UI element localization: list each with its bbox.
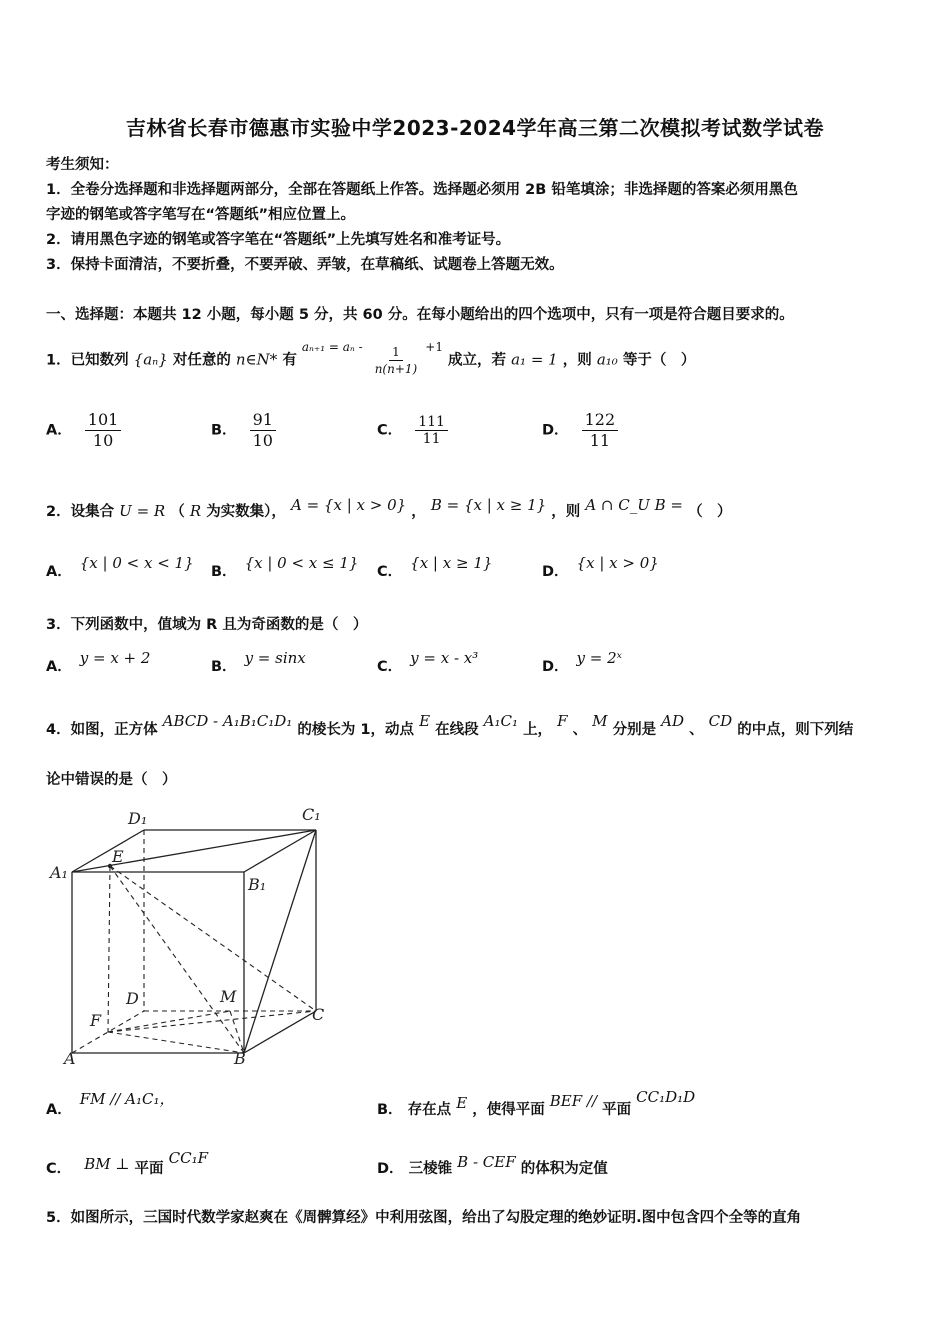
frac-num: 91 xyxy=(250,410,276,431)
option-label: A． xyxy=(46,1102,72,1118)
option-math: BEF // xyxy=(549,1092,598,1110)
question-5: 5．如图所示，三国时代数学家赵爽在《周髀算经》中利用弦图，给出了勾股定理的绝妙证明.图中包含四个全等的直角 xyxy=(46,1210,802,1226)
q4-text: 上， xyxy=(523,722,553,738)
q1-text: 对任意的 xyxy=(172,352,231,369)
q3-option-d[interactable] xyxy=(542,649,622,676)
q2-text: ，则 xyxy=(551,504,581,520)
q4-point-m: M xyxy=(592,712,608,730)
option-label: A． xyxy=(46,659,72,675)
option-text: FM // A₁C₁， xyxy=(79,1090,175,1108)
option-text: 平面 xyxy=(134,1161,164,1177)
q4-edge-ad: AD xyxy=(661,712,685,730)
label-a1: A₁ xyxy=(50,863,68,882)
option-text: ，使得平面 xyxy=(472,1102,545,1118)
q1-option-b[interactable] xyxy=(211,410,276,451)
frac-den: 10 xyxy=(252,431,273,450)
page-title: 吉林省长春市德惠市实验中学2023-2024学年高三第二次模拟考试数学试卷 xyxy=(125,116,825,140)
question-4 xyxy=(46,712,854,739)
label-b1: B₁ xyxy=(248,875,267,894)
label-a: A xyxy=(64,1049,76,1068)
frac-den: 10 xyxy=(92,431,114,450)
q4-text: 在线段 xyxy=(435,722,479,738)
option-label: D． xyxy=(542,564,569,580)
option-text: 平面 xyxy=(602,1102,632,1118)
option-text: 存在点 xyxy=(407,1102,452,1118)
option-text: y = x + 2 xyxy=(79,649,151,667)
q2-set-a: A = {x | x > 0} xyxy=(291,496,407,514)
q4-edge-cd: CD xyxy=(708,712,733,730)
option-text: y = sinx xyxy=(244,649,306,667)
q1-recurrence-fraction xyxy=(372,344,421,377)
option-math: B - CEF xyxy=(457,1153,516,1171)
option-label: B． xyxy=(211,659,237,675)
q4-option-a[interactable] xyxy=(46,1090,175,1119)
q1-recurrence-right: +1 xyxy=(425,339,443,354)
q1-text: 等于（ ） xyxy=(622,352,696,369)
option-label: B． xyxy=(211,564,237,580)
option-label: A． xyxy=(46,422,72,439)
q4-text: 的中点，则下列结 xyxy=(737,722,854,738)
q3-option-c[interactable] xyxy=(377,649,479,676)
option-math: CC₁F xyxy=(168,1149,208,1167)
q1-cond: n∈N* xyxy=(235,350,278,369)
option-text: 三棱锥 xyxy=(408,1161,453,1177)
option-math: E xyxy=(456,1094,468,1112)
option-fraction xyxy=(415,414,448,447)
q4-text: 4．如图，正方体 xyxy=(46,722,158,738)
label-f: F xyxy=(90,1011,102,1030)
q3-option-b[interactable] xyxy=(211,649,306,676)
q4-point-e: E xyxy=(419,712,431,730)
section-heading: 一、选择题：本题共 12 小题，每小题 5 分，共 60 分。在每小题给出的四个选项中，只有一项是符合题目要求的。 xyxy=(46,307,794,323)
q1-text: 成立，若 xyxy=(448,352,507,369)
q1-text: 1．已知数列 xyxy=(46,352,129,369)
q1-option-c[interactable] xyxy=(377,414,448,447)
frac-den: 11 xyxy=(422,431,441,447)
q2-text: 2．设集合 xyxy=(46,504,115,520)
label-c1: C₁ xyxy=(302,805,321,824)
option-fraction xyxy=(250,410,276,451)
q4-text: 分别是 xyxy=(612,722,657,738)
q2-universal-set: U = R xyxy=(119,502,166,520)
question-4-line-2: 论中错误的是（ ） xyxy=(46,772,177,788)
q4-text: 、 xyxy=(572,722,588,738)
q4-option-d[interactable] xyxy=(377,1153,608,1178)
option-text: {x | 0 < x < 1} xyxy=(79,554,194,572)
segment-bc1 xyxy=(244,830,316,1053)
option-text: y = x - x³ xyxy=(410,649,479,667)
label-d: D xyxy=(126,989,139,1008)
label-e: E xyxy=(112,847,124,866)
notice-item: 1．全卷分选择题和非选择题两部分，全部在答题纸上作答。选择题必须用 2B 铅笔填涂；非选择题的答案必须用黑色 xyxy=(46,182,798,198)
q4-text: 、 xyxy=(689,722,704,738)
q1-option-a[interactable] xyxy=(46,410,121,451)
label-m: M xyxy=(220,987,237,1006)
option-label: C． xyxy=(377,564,403,580)
q3-option-a[interactable] xyxy=(46,649,151,676)
q2-text: （ ） xyxy=(688,504,732,520)
option-fraction xyxy=(85,410,122,451)
q1-rec-num: 1 xyxy=(389,344,403,361)
notice-item: 字迹的钢笔或答字笔写在“答题纸”相应位置上。 xyxy=(46,207,356,223)
q2-set-b: B = {x | x ≥ 1} xyxy=(430,496,547,514)
option-label: B． xyxy=(211,422,237,439)
segment-fb xyxy=(108,1032,244,1053)
question-2 xyxy=(46,496,732,521)
q1-target: a₁₀ xyxy=(596,350,618,369)
q4-option-c[interactable] xyxy=(46,1149,208,1178)
notice-heading: 考生须知： xyxy=(46,157,119,173)
label-b: B xyxy=(234,1049,246,1068)
q2-option-c[interactable] xyxy=(377,554,493,581)
option-fraction xyxy=(582,410,619,451)
label-c: C xyxy=(312,1005,325,1024)
q1-recurrence-left: aₙ₊₁ = aₙ - xyxy=(301,339,363,354)
option-label: A． xyxy=(46,564,72,580)
q2-expression: A ∩ C_U B = xyxy=(585,496,683,514)
option-label: B． xyxy=(377,1102,403,1118)
q1-text: ，则 xyxy=(562,352,592,369)
q2-option-a[interactable] xyxy=(46,554,194,581)
option-math: CC₁D₁D xyxy=(636,1088,696,1106)
cube-figure xyxy=(40,798,350,1073)
segment-fm xyxy=(108,1011,230,1032)
q2-text: 为实数集）， xyxy=(206,504,286,520)
frac-num: 101 xyxy=(85,410,122,431)
q2-option-b[interactable] xyxy=(211,554,359,581)
q4-point-f: F xyxy=(557,712,568,730)
option-label: D． xyxy=(377,1161,404,1177)
option-label: D． xyxy=(542,659,569,675)
q4-segment: A₁C₁ xyxy=(483,712,518,730)
notice-item: 2．请用黑色字迹的钢笔或答字笔在“答题纸”上先填写姓名和准考证号。 xyxy=(46,232,511,248)
option-label: C． xyxy=(46,1161,72,1177)
question-1 xyxy=(46,339,696,377)
q4-text: 的棱长为 1，动点 xyxy=(297,722,415,738)
q4-option-b[interactable] xyxy=(377,1088,696,1119)
segment-eb xyxy=(110,866,244,1053)
segment-mb xyxy=(230,1011,244,1053)
label-d1: D₁ xyxy=(128,809,148,828)
option-label: C． xyxy=(377,422,403,439)
frac-num: 111 xyxy=(415,414,448,431)
q1-init: a₁ = 1 xyxy=(511,350,558,369)
question-3: 3．下列函数中，值域为 R 且为奇函数的是（ ） xyxy=(46,617,368,633)
notice-item: 3．保持卡面清洁，不要折叠，不要弄破、弄皱，在草稿纸、试题卷上答题无效。 xyxy=(46,257,564,273)
q2-r: R xyxy=(189,502,202,520)
q4-cube: ABCD - A₁B₁C₁D₁ xyxy=(162,712,293,730)
q1-option-d[interactable] xyxy=(542,410,618,451)
option-text: 的体积为定值 xyxy=(520,1161,608,1177)
q1-text: 有 xyxy=(282,352,297,369)
q1-seq: {aₙ} xyxy=(133,350,168,369)
option-text: {x | x > 0} xyxy=(576,554,659,572)
option-label: C． xyxy=(377,659,403,675)
option-label: D． xyxy=(542,422,569,439)
q2-text: ， xyxy=(411,504,426,520)
option-text: y = 2ˣ xyxy=(576,649,622,667)
q2-text: （ xyxy=(170,504,185,520)
segment-ec xyxy=(110,866,316,1011)
option-text: {x | 0 < x ≤ 1} xyxy=(244,554,359,572)
q1-rec-den: n(n+1) xyxy=(374,362,418,376)
option-math: BM ⊥ xyxy=(84,1155,130,1173)
frac-num: 122 xyxy=(582,410,619,431)
segment-ef xyxy=(108,866,110,1032)
frac-den: 11 xyxy=(589,431,611,450)
option-text: {x | x ≥ 1} xyxy=(410,554,493,572)
q2-option-d[interactable] xyxy=(542,554,659,581)
